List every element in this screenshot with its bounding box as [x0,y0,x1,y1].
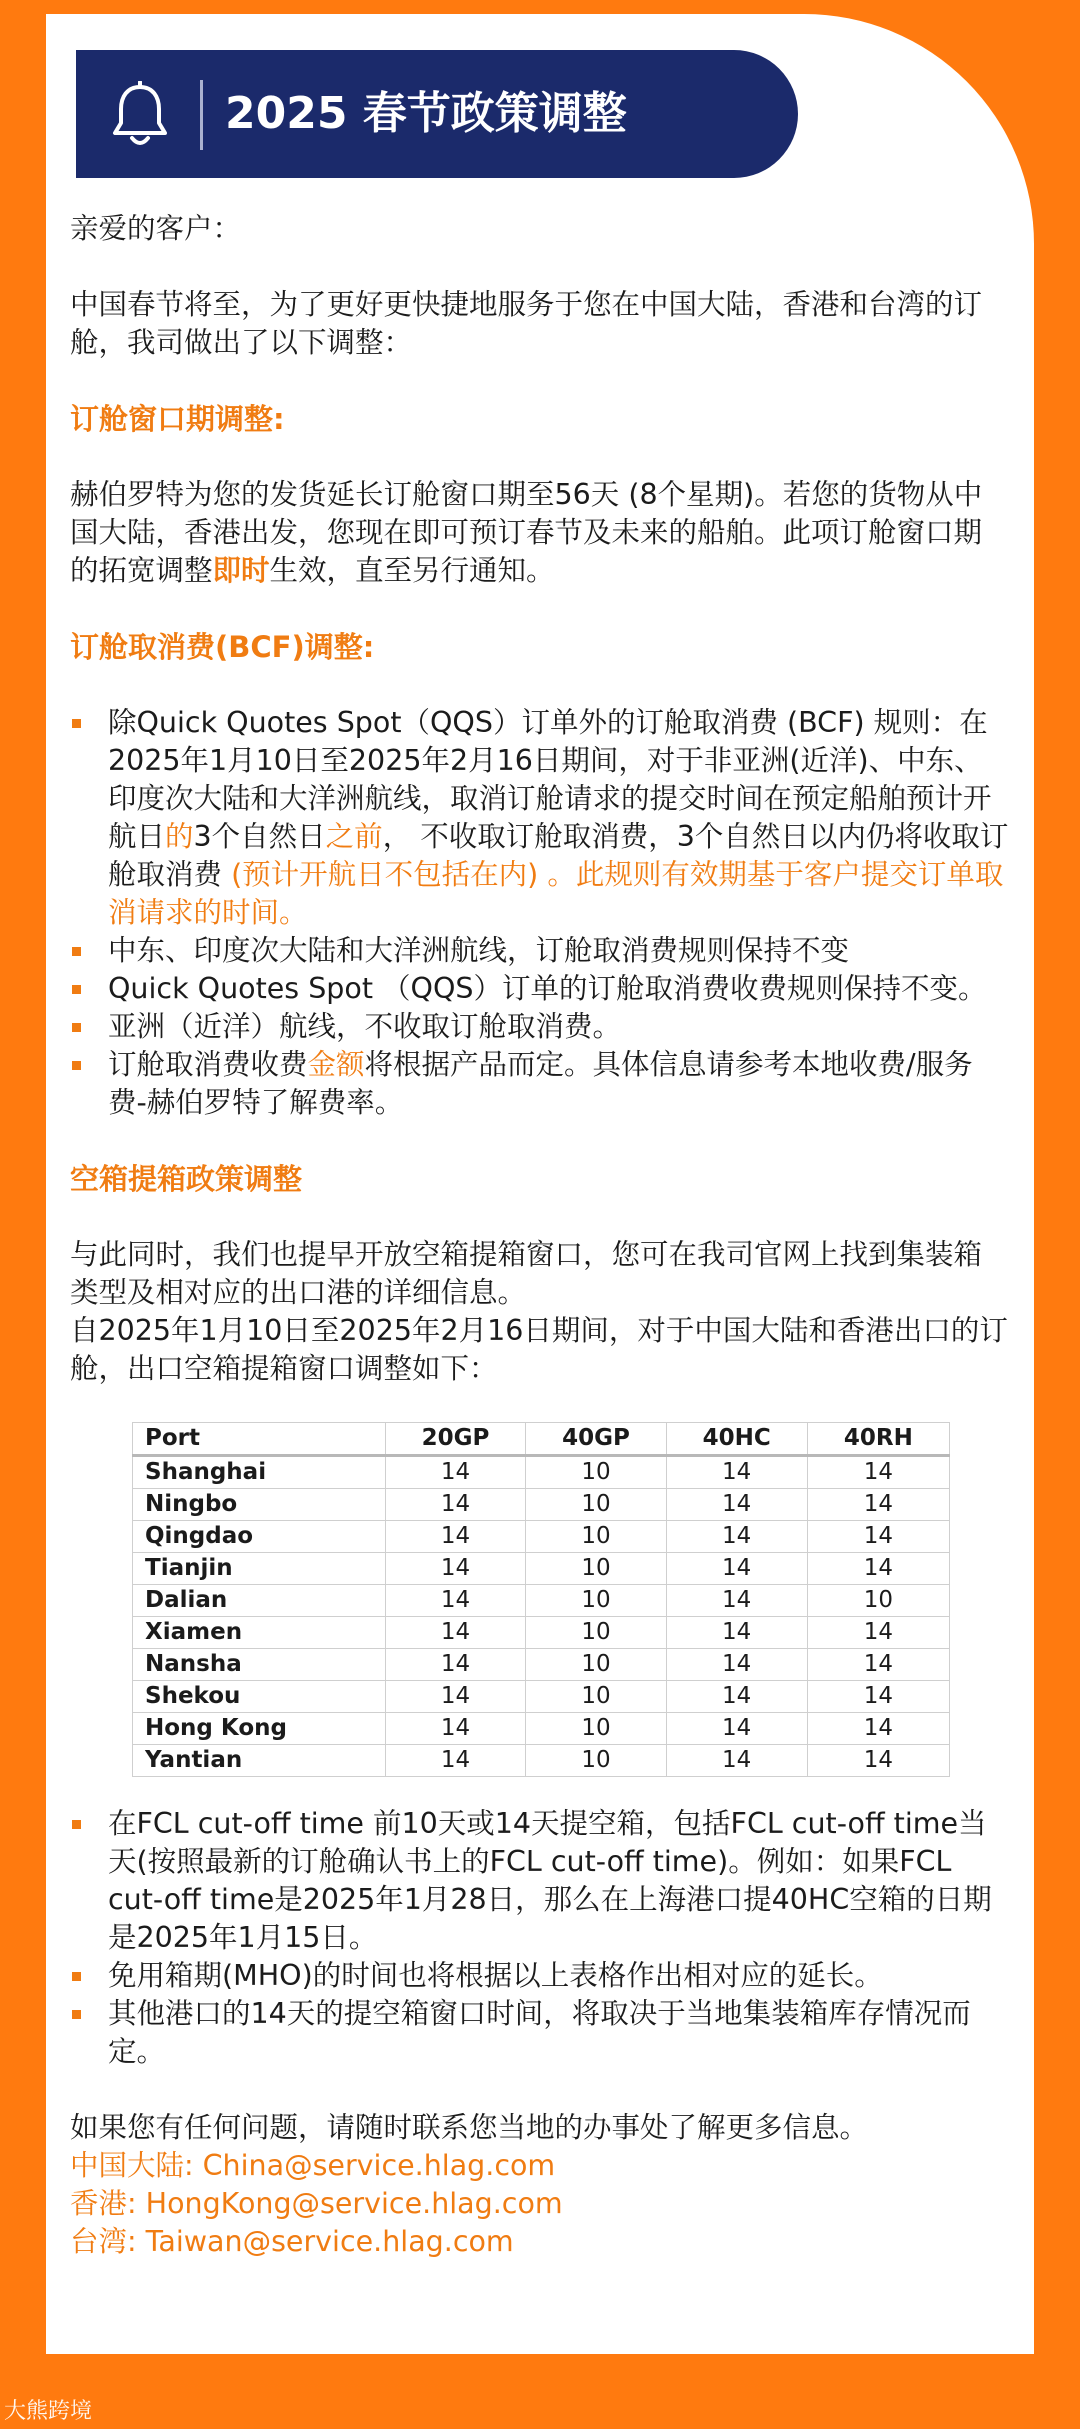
table-row [133,1585,950,1617]
table-header-cell: 40HC [666,1423,807,1456]
days-cell: 14 [807,1489,949,1521]
table-row [133,1681,950,1713]
days-cell: 10 [526,1521,666,1553]
days-cell: 14 [807,1617,949,1649]
contact-intro: 如果您有任何问题，请随时联系您当地的办事处了解更多信息。 [70,2111,869,2144]
pickup-bullet-list [70,1805,1010,2071]
section-title-booking-window: 订舱窗口期调整: [70,402,285,436]
bell-icon [107,81,173,151]
days-cell: 10 [526,1681,666,1713]
table-header-cell: Port [133,1423,386,1456]
days-cell: 14 [666,1649,807,1681]
port-name-cell: Ningbo [133,1489,386,1521]
table-header-cell: 40GP [526,1423,666,1456]
port-name-cell: Tianjin [133,1553,386,1585]
empty-pickup-paragraph-2: 自2025年1月10日至2025年2月16日期间，对于中国大陆和香港出口的订舱，出口空箱提箱窗口调整如下： [70,1314,1008,1385]
contact-china[interactable]: 中国大陆: China@service.hlag.com [70,2149,556,2182]
days-cell: 14 [666,1521,807,1553]
list-item: 其他港口的14天的提空箱窗口时间，将取决于当地集装箱库存情况而定。 [70,1995,1010,2071]
days-cell: 10 [526,1617,666,1649]
greeting: 亲爱的客户： [70,212,242,245]
days-cell: 10 [807,1585,949,1617]
list-item: 订舱取消费收费金额将根据产品而定。具体信息请参考本地收费/服务费-赫伯罗特了解费率。 [70,1046,1010,1122]
days-cell: 14 [666,1745,807,1777]
table-row [133,1745,950,1777]
port-name-cell: Qingdao [133,1521,386,1553]
table-row [133,1553,950,1585]
days-cell: 14 [385,1585,525,1617]
list-item: 亚洲（近洋）航线，不收取订舱取消费。 [70,1008,1010,1046]
header-divider [200,80,203,150]
table-header-row [133,1423,950,1456]
days-cell: 14 [807,1681,949,1713]
days-cell: 10 [526,1649,666,1681]
list-item: 除Quick Quotes Spot（QQS）订单外的订舱取消费 (BCF) 规则：在2025年1月10日至2025年2月16日期间，对于非亚洲(近洋)、中东、印度次大陆和大洋洲航线，取消订舱请求的提交时间在预定船舶预计开航日的3个自然日之前， 不收取订舱取消费，3个自然日以内仍将收取订舱取消费 (预计开航日不包括在内) 。此规则有效期基于客户提交订单取消请求的时间。 [70,704,1010,932]
highlight-immediate: 即时 [212,554,270,587]
days-cell: 14 [666,1681,807,1713]
days-cell: 14 [385,1617,525,1649]
table-body [133,1456,950,1777]
days-cell: 14 [666,1553,807,1585]
section-title-bcf: 订舱取消费(BCF)调整: [70,630,375,664]
header-banner [76,50,798,178]
days-cell: 14 [666,1489,807,1521]
port-name-cell: Yantian [133,1745,386,1777]
table-header-cell: 20GP [385,1423,525,1456]
days-cell: 14 [807,1649,949,1681]
days-cell: 10 [526,1489,666,1521]
contact-hongkong[interactable]: 香港: HongKong@service.hlag.com [70,2187,563,2220]
page-title: 2025 春节政策调整 [225,88,627,139]
days-cell: 14 [385,1745,525,1777]
days-cell: 14 [807,1745,949,1777]
days-cell: 14 [385,1649,525,1681]
days-cell: 14 [385,1681,525,1713]
days-cell: 14 [807,1456,949,1489]
table-row [133,1617,950,1649]
booking-window-paragraph: 赫伯罗特为您的发货延长订舱窗口期至56天 (8个星期)。若您的货物从中国大陆，香港出发，您现在即可预订春节及未来的船舶。此项订舱窗口期的拓宽调整即时生效，直至另行通知。 [70,478,983,587]
port-name-cell: Dalian [133,1585,386,1617]
days-cell: 10 [526,1745,666,1777]
days-cell: 14 [385,1521,525,1553]
port-name-cell: Shekou [133,1681,386,1713]
days-cell: 14 [385,1553,525,1585]
days-cell: 10 [526,1713,666,1745]
list-item: 免用箱期(MHO)的时间也将根据以上表格作出相对应的延长。 [70,1957,1010,1995]
table-row [133,1713,950,1745]
days-cell: 14 [807,1553,949,1585]
table-row [133,1521,950,1553]
days-cell: 14 [385,1489,525,1521]
days-cell: 10 [526,1585,666,1617]
port-name-cell: Shanghai [133,1456,386,1489]
bcf-bullet-list [70,704,1010,1122]
days-cell: 14 [666,1456,807,1489]
days-cell: 14 [666,1617,807,1649]
port-name-cell: Hong Kong [133,1713,386,1745]
section-title-empty-pickup: 空箱提箱政策调整 [70,1162,303,1196]
days-cell: 14 [666,1713,807,1745]
days-cell: 14 [807,1713,949,1745]
days-cell: 10 [526,1456,666,1489]
port-name-cell: Xiamen [133,1617,386,1649]
list-item: 在FCL cut-off time 前10天或14天提空箱，包括FCL cut-off time当天(按照最新的订舱确认书上的FCL cut-off time)。例如：如果FCL cut-off time是2025年1月28日，那么在上海港口提40HC空箱的日期是2025年1月15日。 [70,1805,1010,1957]
contact-taiwan[interactable]: 台湾: Taiwan@service.hlag.com [70,2225,514,2258]
list-item: 中东、印度次大陆和大洋洲航线，订舱取消费规则保持不变 [70,932,1010,970]
port-name-cell: Nansha [133,1649,386,1681]
days-cell: 14 [807,1521,949,1553]
watermark: 大熊跨境 [4,2399,93,2424]
intro-paragraph: 中国春节将至，为了更好更快捷地服务于您在中国大陆，香港和台湾的订舱，我司做出了以下调整： [70,288,983,359]
days-cell: 10 [526,1553,666,1585]
list-item: Quick Quotes Spot （QQS）订单的订舱取消费收费规则保持不变。 [70,970,1010,1008]
notice-content [70,210,1010,2261]
table-row [133,1456,950,1489]
table-row [133,1649,950,1681]
pickup-window-table [132,1422,950,1777]
days-cell: 14 [385,1456,525,1489]
table-header-cell: 40RH [807,1423,949,1456]
table-row [133,1489,950,1521]
empty-pickup-paragraph-1: 与此同时，我们也提早开放空箱提箱窗口，您可在我司官网上找到集装箱类型及相对应的出口港的详细信息。 [70,1238,983,1309]
days-cell: 14 [666,1585,807,1617]
days-cell: 14 [385,1713,525,1745]
